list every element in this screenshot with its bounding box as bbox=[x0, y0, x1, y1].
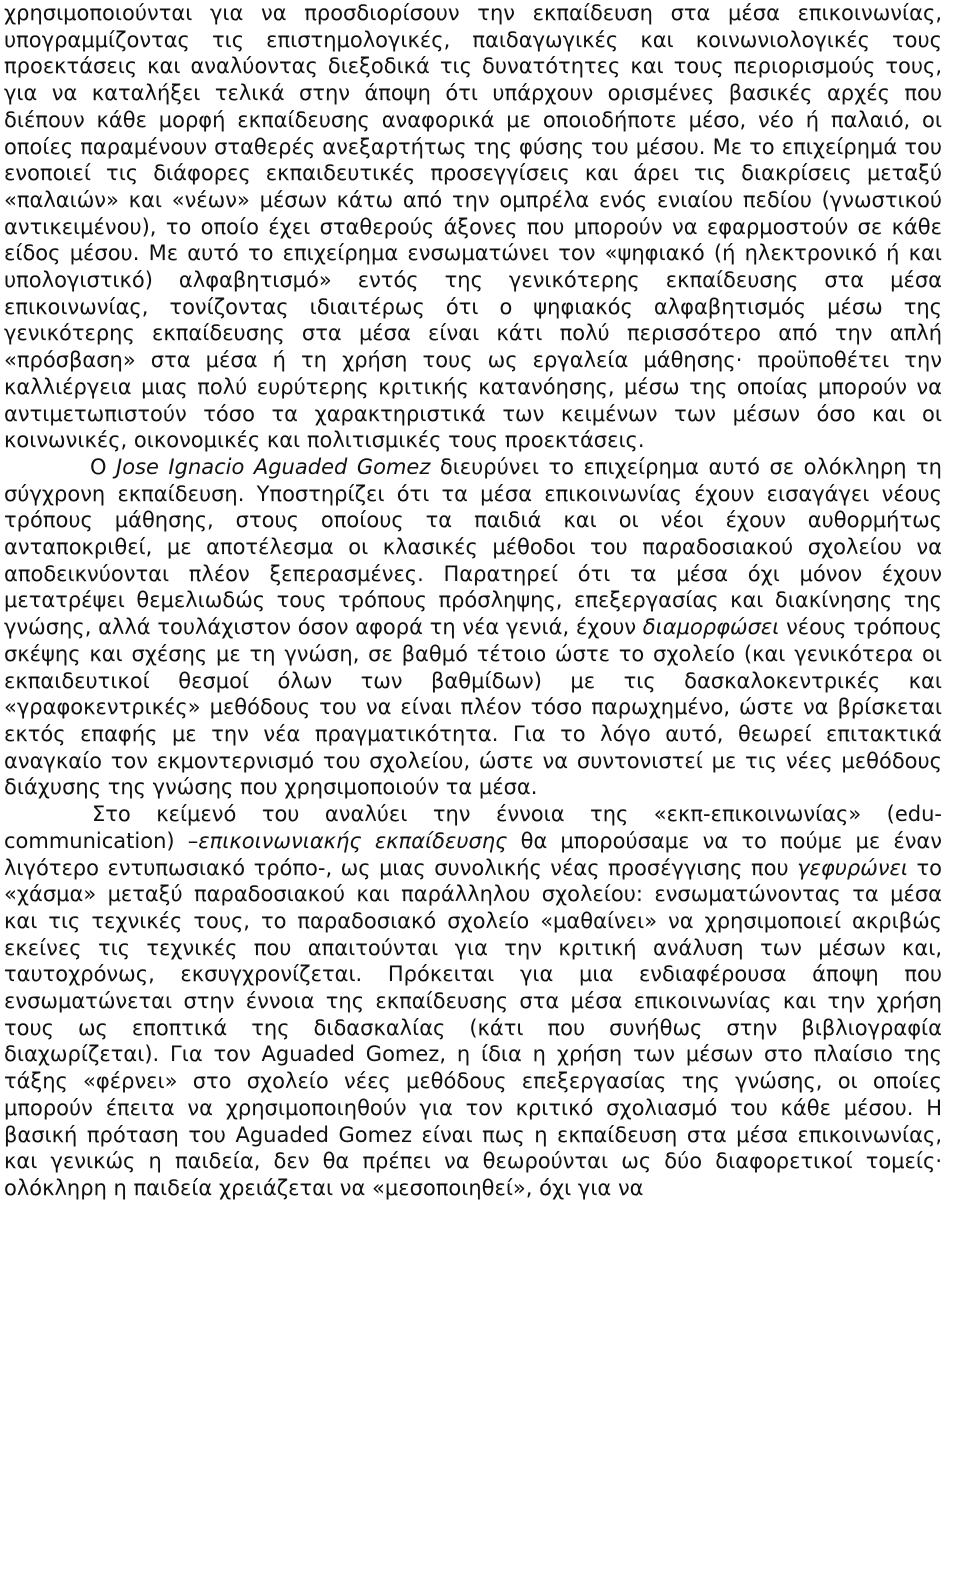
emphasis-diamorfosei: διαμορφώσει bbox=[642, 615, 780, 640]
paragraph-2-text-1: διευρύνει το επιχείρημα αυτό σε ολόκληρη τη σύγχρονη εκπαίδευση. Υποστηρίζει ότι τα μέσα επικοινωνίας έχουν εισαγάγει νέους τρόπους μάθησης, στους οποίους τα παιδιά και οι νέοι έχουν αυθορμήτως ανταποκριθεί, με αποτέλεσμα οι κλασικές μέθοδοι του παραδοσιακού σχολείου να αποδεικνύονται πλέον ξεπερασμένες. Παρατηρεί ότι τα μέσα όχι μόνον έχουν μετατρέψει θεμελιωδώς τους τρόπους πρόσληψης, επεξεργασίας και διακίνησης της γνώσης, αλλά τουλάχιστον όσον αφορά τη νέα γενιά, έχουν bbox=[4, 454, 942, 640]
paragraph-3-text-3: το «χάσμα» μεταξύ παραδοσιακού και παράλληλου σχολείου: ενσωματώνοντας τα μέσα και τις τεχνικές τους, το παραδοσιακό σχολείο «μαθαίνει» να χρησιμοποιεί ακριβώς εκείνες τις τεχνικές που απαιτούνται για την κριτική ανάλυση των μέσων και, ταυτοχρόνως, εκσυγχρονίζεται. Πρόκειται για μια ενδιαφέρουσα άποψη που ενσωματώνεται στην έννοια της εκπαίδευσης στα μέσα επικοινωνίας και την χρήση τους ως εποπτικά της διδασκαλίας (κάτι που συνήθως στην βιβλιογραφία διαχωρίζεται). Για τον Aguaded Gomez, η ίδια η χρήση των μέσων στο πλαίσιο της τάξης «φέρνει» στο σχολείο νέες μεθόδους επεξεργασίας της γνώσης, οι οποίες μπορούν έπειτα να χρησιμοποιηθούν για τον κριτικό σχολιασμό του κάθε μέσου. Η βασική πρόταση του Aguaded Gomez είναι πως η εκπαίδευση στα μέσα επικοινωνίας, και γενικώς η παιδεία, δεν θα πρέπει να θεωρούνται ως δύο διαφορετικοί τομείς· ολόκληρη η παιδεία χρειάζεται να «μεσοποιηθεί», όχι για να bbox=[4, 855, 942, 1200]
paragraph-3-text-1: Στο κείμενό του αναλύει την έννοια της «εκπ-επικοινωνίας» (edu-communication) – bbox=[4, 802, 942, 853]
paragraph-3-text-2: θα μπορούσαμε να το πούμε με έναν λιγότερο εντυπωσιακό τρόπο-, ως μιας συνολικής νέας προσέγγισης που bbox=[4, 828, 942, 880]
body-text bbox=[4, 0, 942, 1202]
paragraph-continuation: χρησιμοποιούνται για να προσδιορίσουν την εκπαίδευση στα μέσα επικοινωνίας, υπογραμμίζοντας τις επιστημολογικές, παιδαγωγικές και κοινωνιολογικές τους προεκτάσεις και αναλύοντας διεξοδικά τις δυνατότητες και τους περιορισμούς τους, για να καταλήξει τελικά στην άποψη ότι υπάρχουν ορισμένες βασικές αρχές που διέπουν κάθε μορφή εκπαίδευσης αναφορικά με οποιοδήποτε μέσο, νέο ή παλαιό, οι οποίες παραμένουν σταθερές ανεξαρτήτως της φύσης του μέσου. Με το επιχείρημά του ενοποιεί τις διάφορες εκπαιδευτικές προσεγγίσεις και άρει τις διακρίσεις μεταξύ «παλαιών» και «νέων» μέσων κάτω από την ομπρέλα ενός ενιαίου πεδίου (γνωστικού αντικειμένου), το οποίο έχει σταθερούς άξονες που μπορούν να εφαρμοστούν σε κάθε είδος μέσου. Με αυτό το επιχείρημα ενσωματώνει τον «ψηφιακό (ή ηλεκτρονικό ή και υπολογιστικό) αλφαβητισμό» εντός της γενικότερης εκπαίδευσης στα μέσα επικοινωνίας, τονίζοντας ιδιαιτέρως ότι ο ψηφιακός αλφαβητισμός μέσω της γενικότερης εκπαίδευσης στα μέσα είναι κάτι πολύ περισσότερο από την απλή «πρόσβαση» στα μέσα ή τη χρήση τους ως εργαλεία μάθησης· προϋποθέτει την καλλιέργεια μιας πολύ ευρύτερης κριτικής κατανόησης, μέσω της οποίας μπορούν να αντιμετωπιστούν τόσο τα χαρακτηριστικά των κειμένων των μέσων όσο και οι κοινωνικές, οικονομικές και πολιτισμικές τους προεκτάσεις. bbox=[4, 1, 942, 453]
author-name: Jose Ignacio Aguaded Gomez bbox=[116, 454, 431, 479]
emphasis-epikoinoniakis-ekpaidefsis: επικοινωνιακής εκπαίδευσης bbox=[198, 828, 508, 853]
emphasis-gefyronei: γεφυρώνει bbox=[797, 855, 908, 880]
paragraph-2-lead: Ο bbox=[90, 454, 117, 479]
paragraph-aguaded-gomez bbox=[4, 454, 942, 801]
paragraph-edu-communication bbox=[4, 801, 942, 1202]
paragraph-2-text-2: νέους τρόπους σκέψης και σχέσης με τη γνώση, σε βαθμό τέτοιο ώστε το σχολείο (και γενικότερα οι εκπαιδευτικοί θεσμοί όλων των βαθμίδων) με τις δασκαλοκεντρικές και «γραφοκεντρικές» μεθόδους του να είναι πλέον τόσο παρωχημένο, ώστε να βρίσκεται εκτός επαφής με την νέα πραγματικότητα. Για το λόγο αυτό, θεωρεί επιτακτικά αναγκαίο τον εκμοντερνισμό του σχολείου, ώστε να συντονιστεί με τις νέες μεθόδους διάχυσης της γνώσης που χρησιμοποιούν τα μέσα. bbox=[4, 615, 942, 800]
